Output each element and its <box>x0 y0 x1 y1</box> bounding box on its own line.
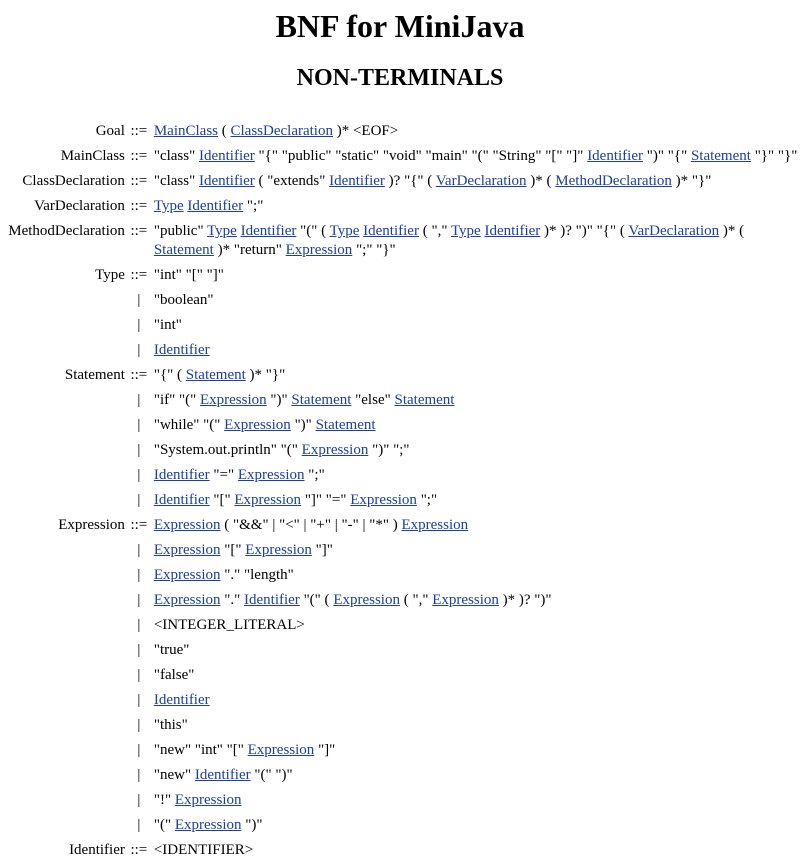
production-row-vardeclaration <box>0 195 800 220</box>
terminal-text: "]" <box>311 542 333 558</box>
define-operator: ::= <box>130 367 148 383</box>
alternative-bar: | <box>137 542 141 558</box>
production-row-expression <box>0 539 800 564</box>
production-rhs <box>149 764 800 789</box>
nonterminal-link-expression[interactable]: Expression <box>199 392 267 408</box>
nonterminal-link-expression[interactable]: Expression <box>333 592 400 608</box>
define-operator: ::= <box>130 267 148 283</box>
production-row-statement <box>0 489 800 514</box>
production-rhs <box>149 195 800 220</box>
production-lhs: ClassDeclaration <box>22 173 125 189</box>
terminal-text: <INTEGER_LITERAL> <box>153 617 305 633</box>
nonterminal-link-identifier[interactable]: Identifier <box>187 198 244 214</box>
alternative-bar: | <box>137 667 141 683</box>
production-lhs: Statement <box>64 367 125 383</box>
production-row-type <box>0 339 800 364</box>
alternative-bar: | <box>137 817 141 833</box>
nonterminal-link-vardeclaration[interactable]: VarDeclaration <box>628 223 720 239</box>
alternative-bar: | <box>137 717 141 733</box>
terminal-text: )* "}" <box>245 367 286 383</box>
production-row-type <box>0 264 800 289</box>
alternative-bar: | <box>137 467 141 483</box>
production-row-expression <box>0 564 800 589</box>
production-row-methoddeclaration <box>0 220 800 264</box>
terminal-text: "]" <box>314 742 336 758</box>
terminal-text: "int" <box>153 317 182 333</box>
define-operator: ::= <box>130 198 148 214</box>
nonterminal-link-identifier[interactable]: Identifier <box>153 467 210 483</box>
define-operator: ::= <box>130 123 148 139</box>
production-rhs <box>149 489 800 514</box>
production-row-identifier <box>0 839 800 864</box>
terminal-text: ";" <box>416 492 438 508</box>
nonterminal-link-mainclass[interactable]: MainClass <box>153 123 218 139</box>
production-lhs <box>0 489 129 514</box>
alternative-bar: | <box>137 792 141 808</box>
production-rhs <box>149 464 800 489</box>
alternative-bar: | <box>137 417 141 433</box>
nonterminal-link-identifier[interactable]: Identifier <box>153 492 210 508</box>
alternative-bar: | <box>137 292 141 308</box>
production-row-expression <box>0 589 800 614</box>
production-lhs <box>0 289 129 314</box>
nonterminal-link-vardeclaration[interactable]: VarDeclaration <box>435 173 527 189</box>
production-lhs: MethodDeclaration <box>8 223 125 239</box>
terminal-text: "(" ")" <box>250 767 293 783</box>
production-lhs <box>0 689 129 714</box>
nonterminal-link-identifier[interactable]: Identifier <box>194 767 251 783</box>
terminal-text: ( "&&" | "<" | "+" | "-" | "*" ) <box>220 517 402 533</box>
production-row-statement <box>0 364 800 389</box>
terminal-text: "System.out.println" "(" <box>153 442 302 458</box>
terminal-text: ";" <box>243 198 264 214</box>
production-rhs <box>149 689 800 714</box>
production-row-expression <box>0 764 800 789</box>
nonterminal-link-type[interactable]: Type <box>153 198 184 214</box>
nonterminal-link-identifier[interactable]: Identifier <box>329 173 385 189</box>
production-lhs: Identifier <box>69 842 125 858</box>
production-row-expression <box>0 714 800 739</box>
nonterminal-link-type[interactable]: Type <box>207 223 237 239</box>
production-row-expression <box>0 689 800 714</box>
terminal-text: "{" "public" "static" "void" "main" "(" "String" "[" "]" <box>254 148 588 164</box>
nonterminal-link-statement[interactable]: Statement <box>153 242 214 258</box>
terminal-text: )* ( <box>526 173 556 189</box>
production-rhs <box>149 789 800 814</box>
nonterminal-link-methoddeclaration[interactable]: MethodDeclaration <box>555 173 672 189</box>
section-heading: NON-TERMINALS <box>296 65 504 91</box>
nonterminal-link-identifier[interactable]: Identifier <box>240 223 297 239</box>
production-rhs <box>149 364 800 389</box>
nonterminal-link-statement[interactable]: Statement <box>315 417 376 433</box>
production-row-statement <box>0 464 800 489</box>
terminal-text: "true" <box>153 642 190 658</box>
nonterminal-link-expression[interactable]: Expression <box>350 492 417 508</box>
nonterminal-link-expression[interactable]: Expression <box>174 817 242 833</box>
terminal-text: "}" "}" <box>750 148 798 164</box>
terminal-text: "class" <box>153 173 199 189</box>
production-row-expression <box>0 514 800 539</box>
production-rhs <box>149 264 800 289</box>
terminal-text: "[" <box>209 492 235 508</box>
terminal-text: "new" "int" "[" <box>153 742 248 758</box>
production-row-mainclass <box>0 145 800 170</box>
production-rhs <box>149 514 800 539</box>
terminal-text: "." <box>220 592 244 608</box>
terminal-text: "(" <box>153 817 175 833</box>
production-rhs <box>149 664 800 689</box>
production-lhs <box>0 589 129 614</box>
nonterminal-link-identifier[interactable]: Identifier <box>587 148 643 164</box>
nonterminal-link-identifier[interactable]: Identifier <box>198 148 255 164</box>
define-operator: ::= <box>130 517 148 533</box>
production-lhs <box>0 639 129 664</box>
terminal-text: "while" "(" <box>153 417 225 433</box>
terminal-text: "false" <box>153 667 195 683</box>
terminal-text: ( "extends" <box>254 173 330 189</box>
nonterminal-link-expression[interactable]: Expression <box>153 567 221 583</box>
nonterminal-link-identifier[interactable]: Identifier <box>198 173 255 189</box>
nonterminal-link-statement[interactable]: Statement <box>291 392 352 408</box>
production-rhs <box>149 614 800 639</box>
production-row-statement <box>0 389 800 414</box>
production-lhs: MainClass <box>60 148 125 164</box>
production-lhs <box>0 614 129 639</box>
production-lhs <box>0 664 129 689</box>
production-rhs <box>149 814 800 839</box>
production-rhs <box>149 739 800 764</box>
terminal-text: ";" <box>304 467 325 483</box>
terminal-text: )* ( <box>719 223 745 239</box>
nonterminal-link-classdeclaration[interactable]: ClassDeclaration <box>230 123 333 139</box>
terminal-text: "boolean" <box>153 292 214 308</box>
production-rhs <box>149 539 800 564</box>
terminal-text: )? "{" ( <box>384 173 436 189</box>
production-row-expression <box>0 639 800 664</box>
nonterminal-link-expression[interactable]: Expression <box>153 542 221 558</box>
production-lhs <box>0 464 129 489</box>
alternative-bar: | <box>137 592 141 608</box>
nonterminal-link-expression[interactable]: Expression <box>237 467 305 483</box>
terminal-text: ";" "}" <box>352 242 396 258</box>
nonterminal-link-statement[interactable]: Statement <box>185 367 246 383</box>
production-row-type <box>0 289 800 314</box>
terminal-text: )* <EOF> <box>332 123 399 139</box>
page-title: BNF for MiniJava <box>275 8 525 44</box>
terminal-text: "{" ( <box>153 367 186 383</box>
alternative-bar: | <box>137 442 141 458</box>
define-operator: ::= <box>130 148 148 164</box>
production-rhs <box>149 589 800 614</box>
production-row-statement <box>0 414 800 439</box>
production-rhs <box>149 314 800 339</box>
nonterminal-link-identifier[interactable]: Identifier <box>153 692 210 708</box>
terminal-text: ")" ";" <box>368 442 410 458</box>
terminal-text: "(" ( <box>299 592 334 608</box>
nonterminal-link-expression[interactable]: Expression <box>301 442 369 458</box>
nonterminal-link-expression[interactable]: Expression <box>234 492 302 508</box>
production-rhs <box>149 639 800 664</box>
production-rhs <box>149 120 800 145</box>
production-row-expression <box>0 664 800 689</box>
nonterminal-link-expression[interactable]: Expression <box>174 792 242 808</box>
nonterminal-link-expression[interactable]: Expression <box>285 242 353 258</box>
terminal-text: "!" <box>153 792 175 808</box>
nonterminal-link-identifier[interactable]: Identifier <box>153 342 210 358</box>
production-lhs <box>0 389 129 414</box>
production-rhs <box>149 564 800 589</box>
production-rhs <box>149 414 800 439</box>
bnf-table-body <box>0 120 800 864</box>
define-operator: ::= <box>130 223 148 239</box>
alternative-bar: | <box>137 767 141 783</box>
alternative-bar: | <box>137 617 141 633</box>
production-lhs <box>0 789 129 814</box>
terminal-text: ")" "{" <box>643 148 691 164</box>
production-lhs <box>0 814 129 839</box>
production-lhs <box>0 439 129 464</box>
production-row-expression <box>0 614 800 639</box>
terminal-text: ( "," <box>399 592 433 608</box>
terminal-text: "]" "=" <box>301 492 351 508</box>
production-lhs: Type <box>95 267 125 283</box>
production-rhs <box>149 339 800 364</box>
nonterminal-link-type[interactable]: Type <box>450 223 481 239</box>
define-operator: ::= <box>130 842 148 858</box>
terminal-text: ")" <box>266 392 292 408</box>
production-rhs <box>149 439 800 464</box>
alternative-bar: | <box>137 492 141 508</box>
bnf-grammar <box>0 120 800 864</box>
terminal-text: "." "length" <box>220 567 294 583</box>
production-row-expression <box>0 739 800 764</box>
production-row-goal <box>0 120 800 145</box>
nonterminal-link-expression[interactable]: Expression <box>245 542 312 558</box>
terminal-text: <IDENTIFIER> <box>153 842 254 858</box>
production-row-classdeclaration <box>0 170 800 195</box>
production-row-expression <box>0 789 800 814</box>
production-rhs <box>149 170 800 195</box>
production-lhs: Goal <box>95 123 125 139</box>
terminal-text: "if" "(" <box>153 392 200 408</box>
nonterminal-link-expression[interactable]: Expression <box>401 517 469 533</box>
production-lhs: VarDeclaration <box>34 198 125 214</box>
nonterminal-link-expression[interactable]: Expression <box>153 592 221 608</box>
production-lhs <box>0 539 129 564</box>
nonterminal-link-expression[interactable]: Expression <box>153 517 221 533</box>
define-operator: ::= <box>130 173 148 189</box>
alternative-bar: | <box>137 342 141 358</box>
terminal-text: ( "," <box>418 223 451 239</box>
nonterminal-link-identifier[interactable]: Identifier <box>363 223 419 239</box>
terminal-text: "class" <box>153 148 199 164</box>
nonterminal-link-expression[interactable]: Expression <box>247 742 315 758</box>
alternative-bar: | <box>137 642 141 658</box>
terminal-text: "[" <box>220 542 246 558</box>
terminal-text: ")" <box>241 817 263 833</box>
terminal-text: ")" <box>290 417 316 433</box>
terminal-text: )* "}" <box>671 173 712 189</box>
nonterminal-link-type[interactable]: Type <box>329 223 360 239</box>
production-rhs <box>149 839 800 864</box>
production-lhs: Expression <box>58 517 125 533</box>
terminal-text: )* "return" <box>213 242 286 258</box>
production-rhs <box>149 220 800 264</box>
nonterminal-link-statement[interactable]: Statement <box>394 392 455 408</box>
terminal-text: ( <box>218 123 231 139</box>
production-rhs <box>149 289 800 314</box>
alternative-bar: | <box>137 742 141 758</box>
nonterminal-link-expression[interactable]: Expression <box>432 592 499 608</box>
alternative-bar: | <box>137 692 141 708</box>
production-row-statement <box>0 439 800 464</box>
bnf-table <box>0 120 800 864</box>
production-lhs <box>0 764 129 789</box>
production-lhs <box>0 714 129 739</box>
production-lhs <box>0 564 129 589</box>
production-rhs <box>149 145 800 170</box>
terminal-text: "(" ( <box>296 223 330 239</box>
terminal-text: "this" <box>153 717 188 733</box>
production-lhs <box>0 314 129 339</box>
production-lhs <box>0 739 129 764</box>
production-lhs <box>0 414 129 439</box>
nonterminal-link-statement[interactable]: Statement <box>690 148 751 164</box>
nonterminal-link-expression[interactable]: Expression <box>224 417 291 433</box>
terminal-text: "else" <box>351 392 395 408</box>
nonterminal-link-identifier[interactable]: Identifier <box>244 592 300 608</box>
terminal-text: "int" "[" "]" <box>153 267 224 283</box>
terminal-text: "new" <box>153 767 195 783</box>
alternative-bar: | <box>137 567 141 583</box>
production-row-expression <box>0 814 800 839</box>
terminal-text: "=" <box>209 467 238 483</box>
terminal-text: )* )? ")" <box>498 592 552 608</box>
production-lhs <box>0 339 129 364</box>
terminal-text: "public" <box>153 223 208 239</box>
production-rhs <box>149 714 800 739</box>
alternative-bar: | <box>137 317 141 333</box>
production-rhs <box>149 389 800 414</box>
terminal-text: )* )? ")" "{" ( <box>540 223 629 239</box>
alternative-bar: | <box>137 392 141 408</box>
production-row-type <box>0 314 800 339</box>
nonterminal-link-identifier[interactable]: Identifier <box>484 223 541 239</box>
